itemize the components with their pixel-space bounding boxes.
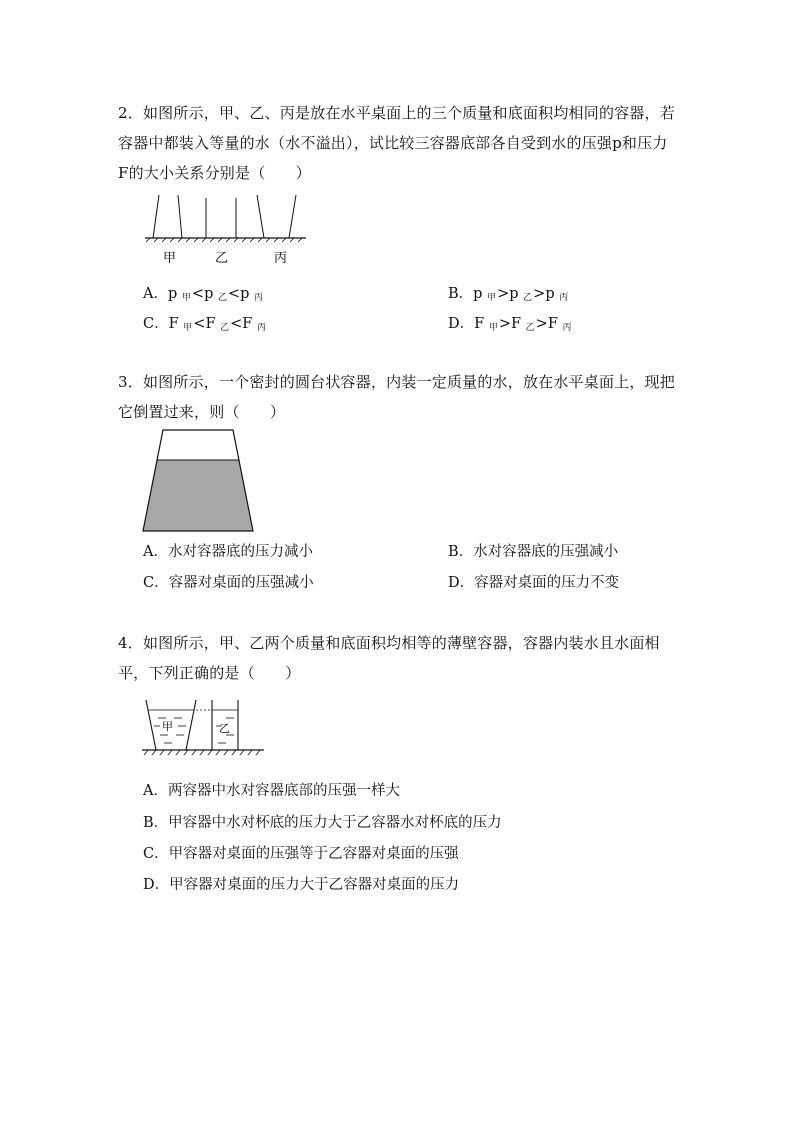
q3-option-b[interactable]: B．水对容器底的压强减小 [448, 544, 619, 560]
container-jia-right-wall [178, 195, 182, 238]
label-yi: 乙 [215, 251, 229, 266]
question-4 [118, 628, 678, 688]
label-yi-4: 乙 [219, 722, 230, 735]
question-4-stem: 4．如图所示，甲、乙两个质量和底面积均相等的薄壁容器，容器内装水且水面相平，下列正确的是（ ） [118, 634, 660, 682]
label-jia: 甲 [163, 251, 177, 266]
q3-option-a[interactable]: A．水对容器底的压力减小 [143, 544, 313, 560]
q3-option-d[interactable]: D．容器对桌面的压力不变 [448, 575, 620, 591]
q2-option-a[interactable]: A．p $_甲$<p $_乙$<p $_丙$ [143, 286, 264, 303]
question-3-figure [138, 428, 258, 534]
q4-option-c[interactable]: C．甲容器对桌面的压强等于乙容器对桌面的压强 [143, 846, 459, 862]
frustum-water [143, 460, 253, 531]
question-2 [118, 98, 678, 188]
question-4-figure [140, 692, 270, 762]
q3-option-c[interactable]: C．容器对桌面的压强减小 [143, 575, 314, 591]
q2-option-d[interactable]: D．F $_甲$>F $_乙$>F $_丙$ [448, 316, 572, 333]
question-3 [118, 367, 678, 427]
label-bing: 丙 [274, 251, 288, 266]
question-2-figure [140, 190, 320, 270]
q4-option-b[interactable]: B．甲容器中水对杯底的压力大于乙容器水对杯底的压力 [143, 815, 502, 831]
question-3-stem: 3．如图所示，一个密封的圆台状容器，内装一定质量的水，放在水平桌面上，现把它倒置过来，则（ ） [118, 373, 675, 421]
container-bing-left-wall [257, 195, 264, 238]
container-bing-right-wall [289, 195, 296, 238]
q2-option-c[interactable]: C．F $_甲$<F $_乙$<F $_丙$ [143, 316, 266, 333]
label-jia-4: 甲 [162, 720, 173, 733]
q2-option-b[interactable]: B．p $_甲$>p $_乙$>p $_丙$ [448, 286, 569, 303]
q4-option-a[interactable]: A．两容器中水对容器底部的压强一样大 [143, 783, 400, 799]
question-2-stem: 2．如图所示，甲、乙、丙是放在水平桌面上的三个质量和底面积均相同的容器，若容器中都装入等量的水（水不溢出），试比较三容器底部各自受到水的压强p和压力F的大小关系分别是（ ） [118, 104, 675, 182]
q4-option-d[interactable]: D．甲容器对桌面的压力大于乙容器对桌面的压力 [143, 877, 460, 893]
container-jia-left-wall [153, 195, 159, 238]
